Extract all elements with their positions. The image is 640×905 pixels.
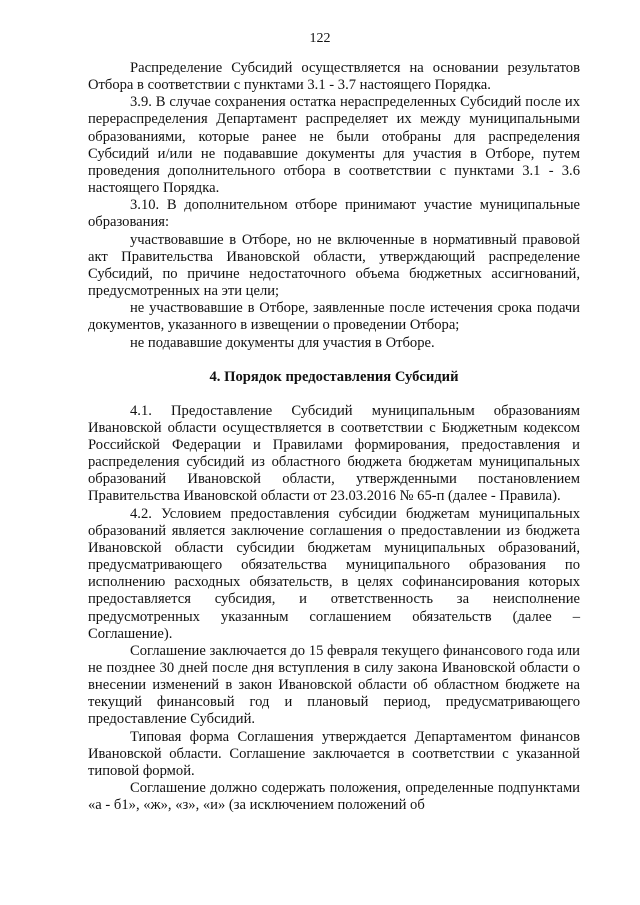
paragraph-3-9: 3.9. В случае сохранения остатка нераспределенных Субсидий после их перераспределения Департамент распределяет их между муниципальными образованиями, которые ранее не были отобраны для распределения Субсидий и/или не подававшие документы для участия в Отборе, путем проведения дополнительного отбора в соответствии с пунктами 3.1 - 3.6 настоящего Порядка. (88, 94, 580, 197)
paragraph-agreement-deadline: Соглашение заключается до 15 февраля текущего финансового года или не позднее 30 дней после дня вступления в силу закона Ивановской области о внесении изменений в закон Ивановской области об областном бюджете на текущий финансовый год и плановый период, предусматривающего предоставление Субсидий. (88, 642, 580, 728)
paragraph-distribution-basis: Распределение Субсидий осуществляется на основании результатов Отбора в соответствии с пунктами 3.1 - 3.7 настоящего Порядка. (88, 60, 580, 94)
section-heading: 4. Порядок предоставления Субсидий (209, 368, 459, 385)
paragraph-agreement-contents: Соглашение должно содержать положения, определенные подпунктами «а - б1», «ж», «з», «и» (за исключением положений об (88, 780, 580, 814)
paragraph-standard-form: Типовая форма Соглашения утверждается Департаментом финансов Ивановской области. Соглашение заключается в соответствии с указанной типовой формой. (88, 728, 580, 779)
list-item-not-submitted: не подававшие документы для участия в Отборе. (130, 334, 435, 351)
page-number: 122 (309, 31, 331, 46)
document-body (88, 60, 580, 814)
paragraph-4-1: 4.1. Предоставление Субсидий муниципальным образованиям Ивановской области осуществляется в соответствии с Бюджетным кодексом Российской Федерации и Правилами формирования, предоставления и распределения субсидий из областного бюджета бюджетам муниципальных образований Ивановской области, утвержденными постановлением Правительства Ивановской области от 23.03.2016 № 65-п (далее - Правила). (88, 402, 580, 505)
paragraph-4-2: 4.2. Условием предоставления субсидии бюджетам муниципальных образований является заключение соглашения о предоставлении из бюджета Ивановской области субсидии бюджетам муниципальных образований, предусматривающего обязательства муниципального образования по исполнению расходных обязательств, в целях софинансирования которых предоставляется субсидия, и ответственность за неисполнение предусмотренных указанным соглашением обязательств (далее – Соглашение). (88, 505, 580, 642)
list-item-participated: участвовавшие в Отборе, но не включенные в нормативный правовой акт Правительства Ивановской области, утверждающий распределение Субсидий, по причине недостаточного объема бюджетных ассигнований, предусмотренных на эти цели; (88, 231, 580, 300)
paragraph-3-10: 3.10. В дополнительном отборе принимают участие муниципальные образования: (88, 197, 580, 231)
list-item-late-applicants: не участвовавшие в Отборе, заявленные после истечения срока подачи документов, указанного в извещении о проведении Отбора; (88, 300, 580, 334)
